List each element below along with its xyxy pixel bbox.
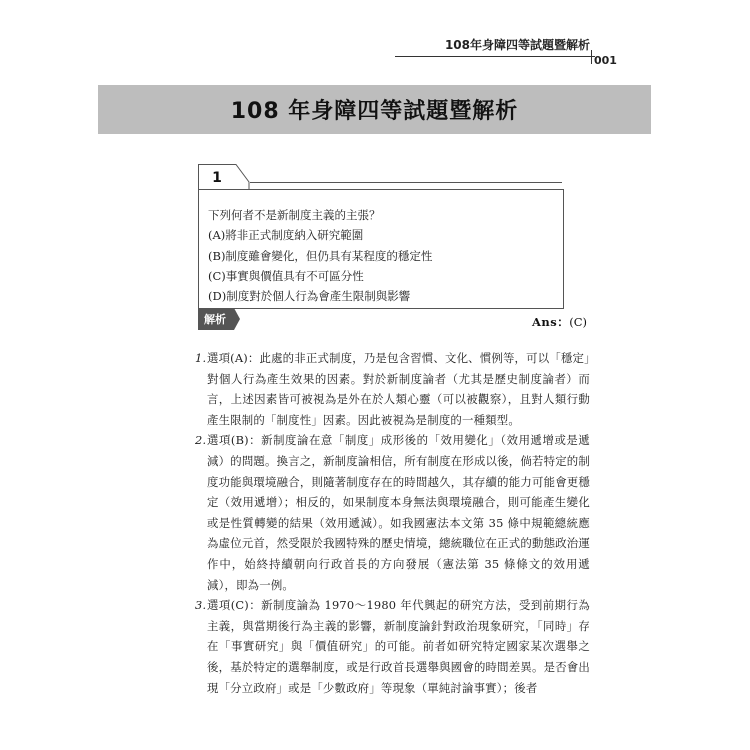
question-number: 1 — [212, 170, 222, 186]
running-head-rule — [395, 56, 595, 57]
answer-label: Ans： — [532, 315, 570, 329]
analysis-body — [195, 348, 590, 698]
running-head-rule-tick — [591, 50, 592, 64]
analysis-item-text: 選項(A)：此處的非正式制度，乃是包含習慣、文化、慣例等，可以「穩定」對個人行為產生效果的因素。對於新制度論者（尤其是歷史制度論者）而言，上述因素皆可被視為是外在於人類心靈（可以被觀察），且對人類行動產生限制的「制度性」因素。因此被視為是制度的一種類型。 — [207, 351, 590, 427]
analysis-item-2 — [195, 430, 590, 595]
analysis-item-3 — [195, 595, 590, 698]
question-header-rule — [250, 182, 562, 183]
analysis-item-1 — [195, 348, 590, 430]
analysis-item-number: 1. — [195, 351, 207, 365]
option-b: (B)制度雖會變化，但仍具有某程度的穩定性 — [208, 249, 433, 263]
page-title: 108 年身障四等試題暨解析 — [230, 99, 519, 124]
analysis-item-text: 選項(B)：新制度論在意「制度」成形後的「效用變化」（效用遞增或是遞減）的問題。換言之，新制度論相信，所有制度在形成以後，倘若特定的制度功能與環境融合，則隨著制度存在的時間越久，其存續的能力可能會更穩定（效用遞增）；相反的，如果制度本身無法與環境融合，則可能產生變化或是性質轉變的結果（效用遞減）。如我國憲法本文第 35 條中規範總統應為虛位元首，然受限於我國特殊的歷史情境，總統職位在正式的動態政治運作中，始終持續朝向行政首長的方向發展（憲法第 35 條條文的效用遞減），即為一例。 — [207, 433, 590, 592]
answer — [532, 314, 587, 330]
option-a: (A)將非正式制度納入研究範圍 — [208, 228, 364, 242]
question-stem: 下列何者不是新制度主義的主張？ — [208, 208, 381, 222]
title-banner — [98, 85, 651, 134]
running-head-title: 108年身障四等試題暨解析 — [444, 38, 590, 52]
analysis-item-number: 3. — [195, 598, 207, 613]
analysis-item-number: 2. — [195, 433, 207, 448]
answer-value: (C) — [569, 315, 588, 329]
page-number: 001 — [594, 54, 617, 67]
option-c: (C)事實與價值具有不可區分性 — [208, 269, 364, 283]
analysis-item-text: 選項(C)：新制度論為 1970～1980 年代興起的研究方法，受到前期行為主義，與當期後行為主義的影響，新制度論針對政治現象研究，「同時」存在「事實研究」與「價值研究」的可能。前者如研究特定國家某次選舉之後，基於特定的選舉制度，或是行政首長選舉與國會的時間差異。是否會出現「分立政府」或是「少數政府」等現象（單純討論事實）；後者 — [207, 598, 590, 695]
option-d: (D)制度對於個人行為會產生限制與影響 — [208, 289, 411, 303]
analysis-label: 解析 — [204, 313, 226, 326]
analysis-tab — [198, 308, 240, 330]
